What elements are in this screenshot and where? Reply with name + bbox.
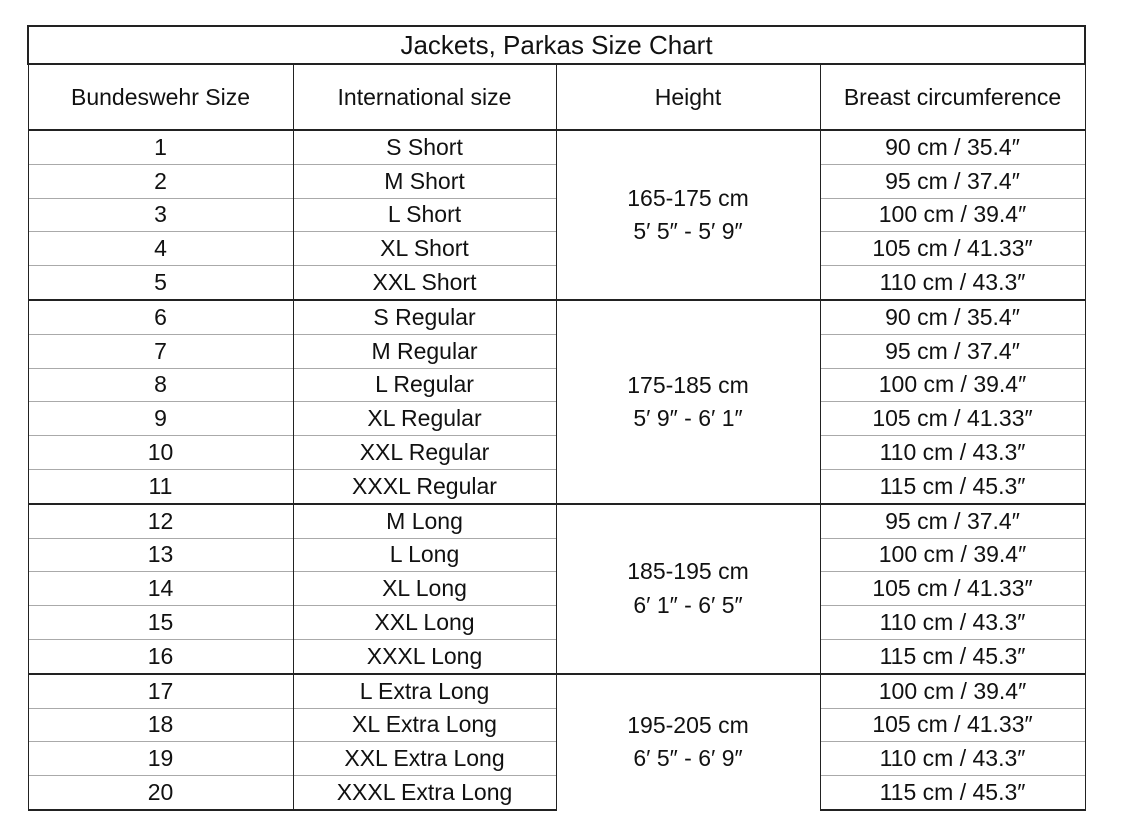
bundeswehr-size-cell: 11 bbox=[28, 469, 293, 503]
international-size-cell: XL Extra Long bbox=[293, 708, 556, 742]
international-size-cell: XXL Long bbox=[293, 606, 556, 640]
bundeswehr-size-cell: 18 bbox=[28, 708, 293, 742]
header-bundeswehr-size: Bundeswehr Size bbox=[28, 64, 293, 130]
international-size-cell: XXXL Long bbox=[293, 639, 556, 673]
height-ft: 6′ 5″ - 6′ 9″ bbox=[633, 745, 743, 772]
height-range-cell bbox=[556, 130, 820, 300]
breast-circumference-cell: 90 cm / 35.4″ bbox=[820, 130, 1085, 164]
international-size-cell: XXL Short bbox=[293, 266, 556, 300]
bundeswehr-size-cell: 6 bbox=[28, 300, 293, 334]
bundeswehr-size-cell: 16 bbox=[28, 639, 293, 673]
international-size-cell: L Short bbox=[293, 198, 556, 232]
international-size-cell: M Short bbox=[293, 164, 556, 198]
bundeswehr-size-cell: 13 bbox=[28, 538, 293, 572]
breast-circumference-cell: 110 cm / 43.3″ bbox=[820, 606, 1085, 640]
bundeswehr-size-cell: 14 bbox=[28, 572, 293, 606]
height-ft: 5′ 9″ - 6′ 1″ bbox=[633, 404, 743, 431]
international-size-cell: XXL Extra Long bbox=[293, 742, 556, 776]
header-row bbox=[28, 64, 1085, 130]
bundeswehr-size-cell: 7 bbox=[28, 334, 293, 368]
bundeswehr-size-cell: 3 bbox=[28, 198, 293, 232]
bundeswehr-size-cell: 12 bbox=[28, 504, 293, 538]
international-size-cell: XXXL Extra Long bbox=[293, 776, 556, 810]
height-cm: 165-175 cm bbox=[627, 184, 749, 211]
breast-circumference-cell: 105 cm / 41.33″ bbox=[820, 572, 1085, 606]
header-international-size: International size bbox=[293, 64, 556, 130]
chart-title: Jackets, Parkas Size Chart bbox=[28, 26, 1085, 64]
bundeswehr-size-cell: 2 bbox=[28, 164, 293, 198]
breast-circumference-cell: 100 cm / 39.4″ bbox=[820, 538, 1085, 572]
title-row bbox=[28, 26, 1085, 64]
international-size-cell: L Regular bbox=[293, 368, 556, 402]
bundeswehr-size-cell: 1 bbox=[28, 130, 293, 164]
international-size-cell: XL Regular bbox=[293, 402, 556, 436]
height-ft: 6′ 1″ - 6′ 5″ bbox=[633, 591, 743, 618]
bundeswehr-size-cell: 5 bbox=[28, 266, 293, 300]
header-height: Height bbox=[556, 64, 820, 130]
breast-circumference-cell: 115 cm / 45.3″ bbox=[820, 776, 1085, 810]
breast-circumference-cell: 100 cm / 39.4″ bbox=[820, 368, 1085, 402]
breast-circumference-cell: 95 cm / 37.4″ bbox=[820, 334, 1085, 368]
breast-circumference-cell: 100 cm / 39.4″ bbox=[820, 198, 1085, 232]
breast-circumference-cell: 95 cm / 37.4″ bbox=[820, 504, 1085, 538]
international-size-cell: S Regular bbox=[293, 300, 556, 334]
breast-circumference-cell: 110 cm / 43.3″ bbox=[820, 436, 1085, 470]
breast-circumference-cell: 115 cm / 45.3″ bbox=[820, 469, 1085, 503]
height-cm: 175-185 cm bbox=[627, 371, 749, 398]
breast-circumference-cell: 105 cm / 41.33″ bbox=[820, 232, 1085, 266]
international-size-cell: L Long bbox=[293, 538, 556, 572]
international-size-cell: M Long bbox=[293, 504, 556, 538]
table-row bbox=[28, 674, 1085, 708]
international-size-cell: L Extra Long bbox=[293, 674, 556, 708]
breast-circumference-cell: 95 cm / 37.4″ bbox=[820, 164, 1085, 198]
international-size-cell: XL Short bbox=[293, 232, 556, 266]
height-range-cell bbox=[556, 300, 820, 504]
breast-circumference-cell: 105 cm / 41.33″ bbox=[820, 402, 1085, 436]
header-breast-circumference: Breast circumference bbox=[820, 64, 1085, 130]
size-chart-table bbox=[27, 25, 1086, 811]
bundeswehr-size-cell: 17 bbox=[28, 674, 293, 708]
table-row bbox=[28, 504, 1085, 538]
bundeswehr-size-cell: 15 bbox=[28, 606, 293, 640]
international-size-cell: XL Long bbox=[293, 572, 556, 606]
international-size-cell: XXL Regular bbox=[293, 436, 556, 470]
height-ft: 5′ 5″ - 5′ 9″ bbox=[633, 217, 743, 244]
breast-circumference-cell: 110 cm / 43.3″ bbox=[820, 742, 1085, 776]
breast-circumference-cell: 105 cm / 41.33″ bbox=[820, 708, 1085, 742]
breast-circumference-cell: 110 cm / 43.3″ bbox=[820, 266, 1085, 300]
table-row bbox=[28, 300, 1085, 334]
height-range-cell bbox=[556, 504, 820, 674]
breast-circumference-cell: 90 cm / 35.4″ bbox=[820, 300, 1085, 334]
height-cm: 185-195 cm bbox=[627, 558, 749, 585]
bundeswehr-size-cell: 4 bbox=[28, 232, 293, 266]
table-row bbox=[28, 130, 1085, 164]
bundeswehr-size-cell: 19 bbox=[28, 742, 293, 776]
international-size-cell: XXXL Regular bbox=[293, 469, 556, 503]
height-range-cell bbox=[556, 674, 820, 810]
bundeswehr-size-cell: 8 bbox=[28, 368, 293, 402]
breast-circumference-cell: 115 cm / 45.3″ bbox=[820, 639, 1085, 673]
breast-circumference-cell: 100 cm / 39.4″ bbox=[820, 674, 1085, 708]
height-cm: 195-205 cm bbox=[627, 712, 749, 738]
bundeswehr-size-cell: 10 bbox=[28, 436, 293, 470]
bundeswehr-size-cell: 9 bbox=[28, 402, 293, 436]
bundeswehr-size-cell: 20 bbox=[28, 776, 293, 810]
size-chart-body bbox=[28, 130, 1085, 810]
international-size-cell: S Short bbox=[293, 130, 556, 164]
international-size-cell: M Regular bbox=[293, 334, 556, 368]
